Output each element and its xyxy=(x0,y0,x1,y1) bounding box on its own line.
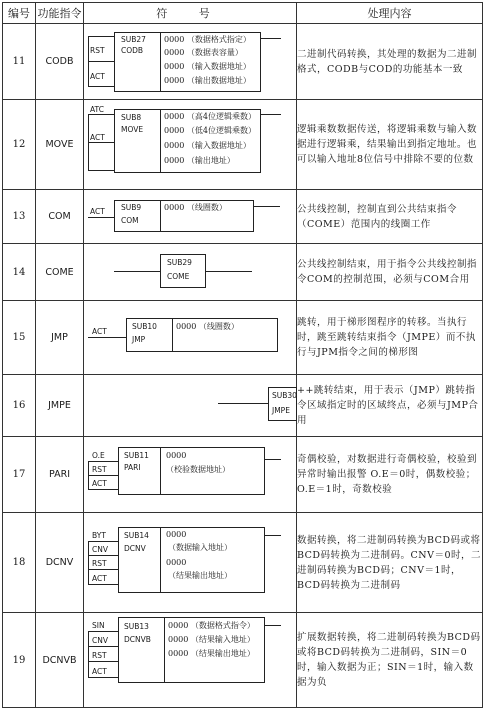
input-signal: ACT xyxy=(90,72,105,81)
description: 逻辑乘数数据传送，将逻辑乘数与输入数据进行逻辑乘，结果输出到指定地址。也可以输入地址8位信号中排除不要的位数 xyxy=(297,100,483,190)
input-signal: SIN xyxy=(92,621,105,631)
instruction-name: MOVE xyxy=(36,100,84,190)
description: 奇偶校验，对数据进行奇偶校验，校验到异常时输出报警 O.E＝0时，偶数校验；O.E＝1时，奇数校验 xyxy=(297,436,483,512)
param: 0000 （输入数据地址） xyxy=(164,141,251,150)
input-signal: RST xyxy=(92,558,107,568)
input-signal: CNV xyxy=(92,636,108,646)
mnemonic: DCNV xyxy=(124,543,146,553)
input-signal: ATC xyxy=(90,105,104,114)
description: 二进制代码转换，其处理的数据为二进制格式，CODB与COD的功能基本一致 xyxy=(297,24,483,100)
ladder-symbol xyxy=(84,301,297,375)
ladder-symbol xyxy=(84,375,297,437)
mnemonic: JMPE xyxy=(272,406,290,416)
description: ++跳转结束，用于表示（JMP）跳转指令区域指定时的区域终点，必须与JMP合用 xyxy=(297,375,483,437)
instruction-name: JMP xyxy=(36,301,84,375)
sub-code: SUB14 xyxy=(124,530,149,540)
sub-code: SUB13 xyxy=(124,622,149,632)
mnemonic: DCNVB xyxy=(124,635,151,645)
param: 0000 （数据表容量） xyxy=(164,48,243,57)
input-signal: ACT xyxy=(92,573,107,583)
param: 0000 （线圈数） xyxy=(164,203,227,213)
sub-code: SUB9 xyxy=(121,203,142,213)
row-number: 11 xyxy=(3,24,36,100)
description: 公共线控制结束，用于指令公共线控制指令COM的控制范围，必须与COM合用 xyxy=(297,243,483,301)
table-row xyxy=(3,243,483,301)
input-signal: ACT xyxy=(92,327,107,337)
sub-code: SUB10 xyxy=(132,322,157,332)
row-number: 18 xyxy=(3,512,36,613)
function-instruction-table xyxy=(2,2,483,708)
input-signal: BYT xyxy=(92,530,106,540)
ladder-symbol xyxy=(84,512,297,613)
sub-code: SUB27 xyxy=(121,35,146,44)
table-row xyxy=(3,375,483,437)
instruction-name: DCNV xyxy=(36,512,84,613)
input-signal: CNV xyxy=(92,544,108,554)
sub-code: SUB8 xyxy=(121,113,142,122)
table-row xyxy=(3,613,483,708)
table-row xyxy=(3,190,483,243)
header-desc: 处理内容 xyxy=(297,3,483,24)
mnemonic: MOVE xyxy=(121,125,144,134)
param: （校验数据地址） xyxy=(166,464,230,474)
ladder-symbol xyxy=(84,100,297,190)
param: 0000 （高4位逻辑乘数） xyxy=(164,112,256,121)
description: 扩展数据转换，将二进制码转换为BCD码或将BCD码转换为二进制码，SIN＝0时，输入数据为正；SIN＝1时，输入数据为负 xyxy=(297,613,483,708)
input-signal: RST xyxy=(92,651,107,661)
param: 0000 （线圈数） xyxy=(176,322,239,332)
row-number: 19 xyxy=(3,613,36,708)
sub-code: SUB29 xyxy=(167,257,192,267)
param: 0000 xyxy=(166,529,187,539)
mnemonic: COME xyxy=(167,271,190,281)
header-num: 编号 xyxy=(3,3,36,24)
mnemonic: CODB xyxy=(121,46,144,55)
param: 0000 （数据格式指令） xyxy=(168,621,255,631)
param: 0000 （结果输入地址） xyxy=(168,635,255,645)
row-number: 15 xyxy=(3,301,36,375)
input-signal: RST xyxy=(92,464,107,474)
input-signal: RST xyxy=(90,46,105,55)
header-row xyxy=(3,3,483,24)
table-row xyxy=(3,512,483,613)
row-number: 16 xyxy=(3,375,36,437)
param: 0000 （结果输出地址） xyxy=(168,649,255,659)
instruction-name: CODB xyxy=(36,24,84,100)
param: 0000 （数据格式指定） xyxy=(164,35,251,44)
description: 公共线控制，控制直到公共结束指令（COME）范围内的线圈工作 xyxy=(297,190,483,243)
table-row xyxy=(3,100,483,190)
instruction-name: COM xyxy=(36,190,84,243)
param: 0000 （输出地址） xyxy=(164,156,235,165)
input-signal: O.E xyxy=(92,450,105,460)
instruction-name: DCNVB xyxy=(36,613,84,708)
input-signal: ACT xyxy=(90,207,105,217)
row-number: 17 xyxy=(3,436,36,512)
param: （结果输出地址） xyxy=(168,570,232,580)
row-number: 13 xyxy=(3,190,36,243)
param: 0000 （输入数据地址） xyxy=(164,62,251,71)
param: 0000 xyxy=(166,557,187,567)
mnemonic: PARI xyxy=(124,462,141,472)
instruction-name: JMPE xyxy=(36,375,84,437)
sub-code: SUB30 xyxy=(272,391,297,401)
input-signal: ACT xyxy=(92,667,107,677)
ladder-symbol xyxy=(84,24,297,100)
param: 0000 （低4位逻辑乘数） xyxy=(164,126,256,135)
row-number: 12 xyxy=(3,100,36,190)
ladder-symbol xyxy=(84,190,297,243)
input-signal: ACT xyxy=(90,133,105,142)
ladder-symbol xyxy=(84,436,297,512)
param: 0000 xyxy=(166,450,187,460)
table-row xyxy=(3,436,483,512)
table-row xyxy=(3,24,483,100)
mnemonic: COM xyxy=(121,216,139,226)
sub-code: SUB11 xyxy=(124,450,149,460)
input-signal: ACT xyxy=(92,478,107,488)
description: 跳转，用于梯形图程序的转移。当执行时，跳至跳转结束指令（JMPE）而不执行与JPM指令之间的梯形图 xyxy=(297,301,483,375)
param: 0000 （输出数据地址） xyxy=(164,76,251,85)
instruction-name: COME xyxy=(36,243,84,301)
instruction-name: PARI xyxy=(36,436,84,512)
table-row xyxy=(3,301,483,375)
ladder-symbol xyxy=(84,243,297,301)
mnemonic: JMP xyxy=(132,335,146,345)
row-number: 14 xyxy=(3,243,36,301)
description: 数据转换，将二进制码转换为BCD码或将BCD码转换为二进制码。CNV＝0时，二进制码转换为BCD码；CNV＝1时，BCD码转换为二进制码 xyxy=(297,512,483,613)
param: （数据输入地址） xyxy=(168,542,232,552)
header-symbol: 符 号 xyxy=(84,3,297,24)
header-func: 功能指令 xyxy=(36,3,84,24)
ladder-symbol xyxy=(84,613,297,708)
